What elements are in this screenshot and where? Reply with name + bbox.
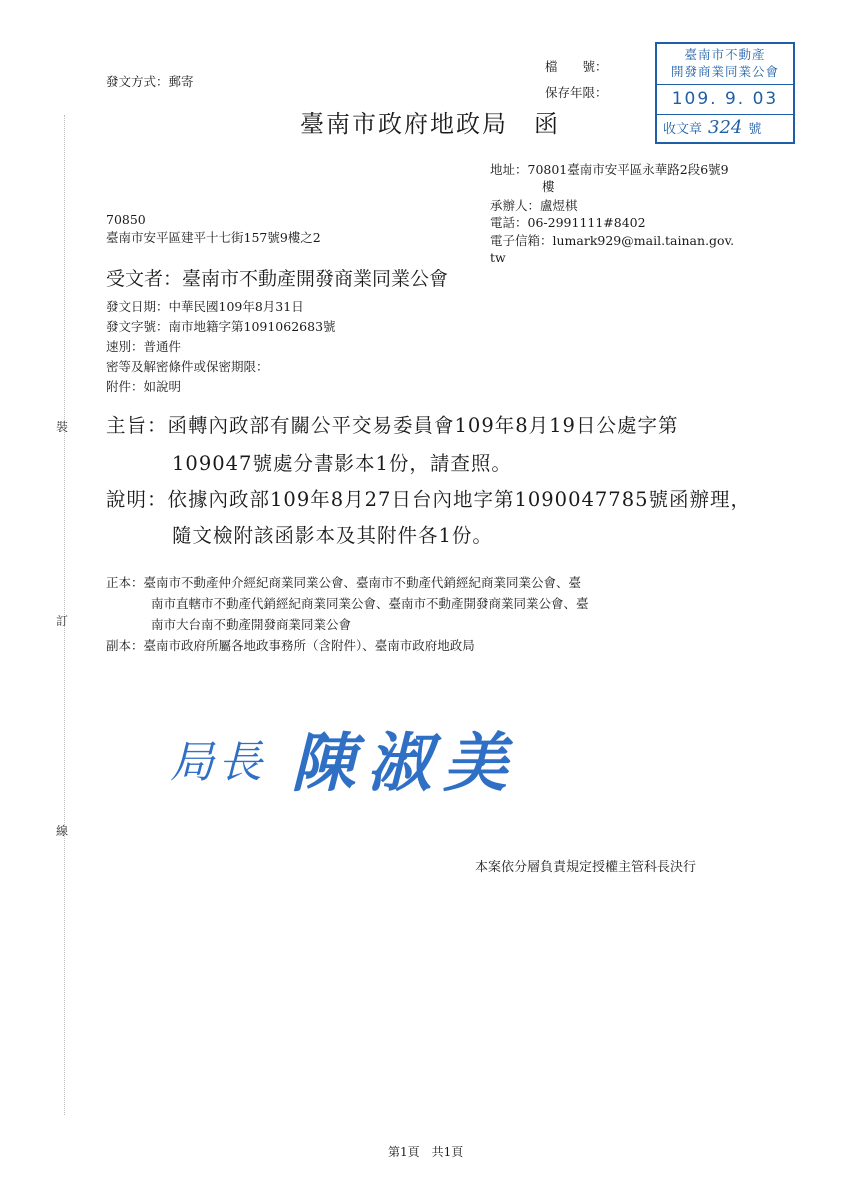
sender-address-line1: 地址：70801臺南市安平區永華路2段6號9	[490, 162, 729, 177]
binding-mark-zhuang: 裝	[56, 420, 69, 434]
explanation-line1: 說明：依據內政部109年8月27日台內地字第1090047785號函辦理，	[106, 488, 752, 511]
send-method: 發文方式：郵寄	[106, 74, 194, 89]
stamp-org-line2: 開發商業同業公會	[670, 64, 779, 79]
recipient-postcode: 70850	[106, 212, 146, 227]
authorization-note: 本案依分層負責規定授權主管科長決行	[475, 860, 697, 875]
sender-handler: 承辦人：盧煜棋	[490, 198, 578, 213]
document-title: 臺南市政府地政局 函	[300, 110, 560, 138]
retention-label: 保存年限：	[545, 85, 608, 100]
binding-mark-ding: 訂	[56, 614, 69, 628]
main-recipients-line3: 南市大台南不動產開發商業同業公會	[151, 617, 352, 632]
sender-address-line2: 樓	[542, 179, 555, 194]
document-number: 發文字號：南市地籍字第1091062683號	[106, 319, 336, 334]
stamp-receipt	[657, 116, 793, 140]
sender-phone: 電話：06-2991111#8402	[490, 215, 646, 230]
secrecy-level: 密等及解密條件或保密期限：	[106, 359, 269, 374]
stamp-org-line1: 臺南市不動產	[684, 47, 766, 62]
main-recipients-line2: 南市直轄市不動產代銷經紀商業同業公會、臺南市不動產開發商業同業公會、臺	[151, 596, 589, 611]
recipient-address: 臺南市安平區建平十七街157號9樓之2	[106, 230, 321, 245]
stamp-org	[657, 44, 793, 85]
receipt-stamp	[655, 42, 795, 144]
signature-name: 陳淑美	[291, 726, 520, 801]
issue-date: 發文日期：中華民國109年8月31日	[106, 299, 304, 314]
subject-line2: 109047號處分書影本1份，請查照。	[172, 452, 512, 475]
recipient-line: 受文者：臺南市不動產開發商業同業公會	[106, 268, 449, 290]
stamp-receipt-suffix: 號	[748, 122, 762, 137]
main-recipients-line1: 正本：臺南市不動產仲介經紀商業同業公會、臺南市不動產代銷經紀商業同業公會、臺	[106, 575, 582, 590]
attachment-info: 附件：如說明	[106, 379, 182, 394]
binding-mark-xian: 線	[56, 824, 69, 838]
explanation-line2: 隨文檢附該函影本及其附件各1份。	[172, 524, 493, 547]
stamp-date: 109. 9. 03	[657, 84, 793, 115]
file-number-label: 檔 號：	[545, 59, 608, 74]
subject-line1: 主旨：函轉內政部有關公平交易委員會109年8月19日公處字第	[106, 414, 679, 437]
page-footer: 第1頁 共1頁	[388, 1145, 464, 1159]
copy-recipients: 副本：臺南市政府所屬各地政事務所（含附件）、臺南市政府地政局	[106, 638, 475, 653]
signature-title: 局長	[170, 737, 266, 788]
sender-email-line1: 電子信箱：lumark929@mail.tainan.gov.	[490, 233, 735, 248]
stamp-receipt-number: 324	[708, 117, 743, 138]
sender-email-line2: tw	[490, 250, 506, 265]
director-signature	[170, 712, 519, 804]
speed-category: 速別：普通件	[106, 339, 182, 354]
stamp-receipt-label: 收文章	[663, 122, 703, 137]
